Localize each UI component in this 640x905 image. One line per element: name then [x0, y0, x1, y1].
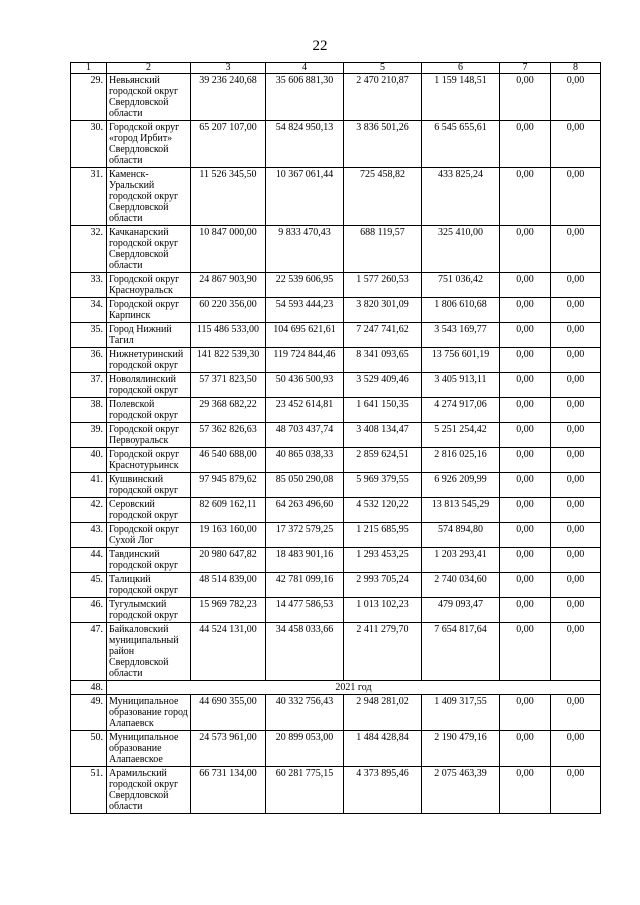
row-number: 43. [71, 523, 107, 548]
cell-col-4: 54 824 950,13 [266, 121, 344, 168]
cell-col-6: 7 654 817,64 [422, 623, 500, 681]
cell-col-5: 5 969 379,55 [344, 473, 422, 498]
cell-col-5: 3 836 501,26 [344, 121, 422, 168]
row-number: 46. [71, 598, 107, 623]
cell-col-5: 1 293 453,25 [344, 548, 422, 573]
column-header: 1 [71, 63, 107, 74]
table-row [71, 74, 601, 121]
cell-col-8: 0,00 [551, 523, 601, 548]
cell-col-5: 1 484 428,84 [344, 731, 422, 767]
column-header: 4 [266, 63, 344, 74]
cell-col-5: 2 470 210,87 [344, 74, 422, 121]
municipality-name: Кушвинский городской округ [107, 473, 191, 498]
cell-col-7: 0,00 [500, 498, 551, 523]
municipality-name: Качканарский городской округ Свердловской области [107, 226, 191, 273]
municipality-name: Городской округ Красноуральск [107, 273, 191, 298]
cell-col-7: 0,00 [500, 767, 551, 814]
cell-col-3: 57 371 823,50 [191, 373, 266, 398]
cell-col-7: 0,00 [500, 168, 551, 226]
row-number: 45. [71, 573, 107, 598]
cell-col-8: 0,00 [551, 273, 601, 298]
table-row [71, 168, 601, 226]
row-number: 32. [71, 226, 107, 273]
table-row [71, 767, 601, 814]
cell-col-4: 104 695 621,61 [266, 323, 344, 348]
cell-col-5: 1 641 150,35 [344, 398, 422, 423]
cell-col-5: 3 820 301,09 [344, 298, 422, 323]
cell-col-6: 2 075 463,39 [422, 767, 500, 814]
table-row [71, 121, 601, 168]
cell-col-5: 2 859 624,51 [344, 448, 422, 473]
cell-col-7: 0,00 [500, 623, 551, 681]
cell-col-3: 115 486 533,00 [191, 323, 266, 348]
municipality-name: Тавдинский городской округ [107, 548, 191, 573]
municipality-name: Невьянский городской округ Свердловской области [107, 74, 191, 121]
municipality-name: Арамильский городской округ Свердловской области [107, 767, 191, 814]
cell-col-3: 10 847 000,00 [191, 226, 266, 273]
cell-col-4: 42 781 099,16 [266, 573, 344, 598]
cell-col-8: 0,00 [551, 767, 601, 814]
municipality-name: Город Нижний Тагил [107, 323, 191, 348]
row-number: 30. [71, 121, 107, 168]
table-header-row [71, 63, 601, 74]
municipality-name: Каменск-Уральский городской округ Свердловской области [107, 168, 191, 226]
row-number: 38. [71, 398, 107, 423]
row-number: 35. [71, 323, 107, 348]
cell-col-3: 11 526 345,50 [191, 168, 266, 226]
table-row [71, 423, 601, 448]
cell-col-6: 13 756 601,19 [422, 348, 500, 373]
cell-col-3: 66 731 134,00 [191, 767, 266, 814]
cell-col-8: 0,00 [551, 298, 601, 323]
cell-col-8: 0,00 [551, 695, 601, 731]
cell-col-3: 57 362 826,63 [191, 423, 266, 448]
cell-col-3: 82 609 162,11 [191, 498, 266, 523]
municipality-name: Полевской городской округ [107, 398, 191, 423]
cell-col-7: 0,00 [500, 523, 551, 548]
cell-col-5: 3 529 409,46 [344, 373, 422, 398]
cell-col-8: 0,00 [551, 573, 601, 598]
cell-col-8: 0,00 [551, 423, 601, 448]
cell-col-6: 2 740 034,60 [422, 573, 500, 598]
row-number: 36. [71, 348, 107, 373]
cell-col-6: 3 543 169,77 [422, 323, 500, 348]
table-row [71, 448, 601, 473]
cell-col-7: 0,00 [500, 423, 551, 448]
cell-col-8: 0,00 [551, 473, 601, 498]
cell-col-3: 19 163 160,00 [191, 523, 266, 548]
table-row [71, 695, 601, 731]
cell-col-4: 48 703 437,74 [266, 423, 344, 448]
cell-col-5: 8 341 093,65 [344, 348, 422, 373]
cell-col-3: 29 368 682,22 [191, 398, 266, 423]
cell-col-8: 0,00 [551, 548, 601, 573]
cell-col-5: 2 948 281,02 [344, 695, 422, 731]
cell-col-6: 1 409 317,55 [422, 695, 500, 731]
cell-col-6: 2 816 025,16 [422, 448, 500, 473]
table-row [71, 623, 601, 681]
cell-col-4: 119 724 844,46 [266, 348, 344, 373]
cell-col-6: 433 825,24 [422, 168, 500, 226]
cell-col-7: 0,00 [500, 323, 551, 348]
cell-col-4: 14 477 586,53 [266, 598, 344, 623]
cell-col-6: 1 806 610,68 [422, 298, 500, 323]
table-row [71, 573, 601, 598]
row-number: 47. [71, 623, 107, 681]
cell-col-7: 0,00 [500, 473, 551, 498]
row-number: 50. [71, 731, 107, 767]
cell-col-6: 1 159 148,51 [422, 74, 500, 121]
cell-col-5: 2 993 705,24 [344, 573, 422, 598]
cell-col-4: 50 436 500,93 [266, 373, 344, 398]
cell-col-3: 44 690 355,00 [191, 695, 266, 731]
cell-col-8: 0,00 [551, 226, 601, 273]
cell-col-3: 141 822 539,30 [191, 348, 266, 373]
cell-col-5: 3 408 134,47 [344, 423, 422, 448]
cell-col-5: 725 458,82 [344, 168, 422, 226]
cell-col-8: 0,00 [551, 323, 601, 348]
municipality-name: Городской округ «город Ирбит» Свердловской области [107, 121, 191, 168]
cell-col-4: 40 332 756,43 [266, 695, 344, 731]
municipality-name: Серовский городской округ [107, 498, 191, 523]
cell-col-8: 0,00 [551, 168, 601, 226]
cell-col-3: 24 867 903,90 [191, 273, 266, 298]
cell-col-4: 60 281 775,15 [266, 767, 344, 814]
row-number: 29. [71, 74, 107, 121]
cell-col-3: 39 236 240,68 [191, 74, 266, 121]
cell-col-6: 6 926 209,99 [422, 473, 500, 498]
cell-col-8: 0,00 [551, 348, 601, 373]
row-number: 42. [71, 498, 107, 523]
cell-col-8: 0,00 [551, 623, 601, 681]
cell-col-7: 0,00 [500, 226, 551, 273]
table-row [71, 373, 601, 398]
municipality-name: Талицкий городской округ [107, 573, 191, 598]
cell-col-6: 13 813 545,29 [422, 498, 500, 523]
municipality-name: Муниципальное образование Алапаевское [107, 731, 191, 767]
cell-col-5: 7 247 741,62 [344, 323, 422, 348]
municipality-name: Городской округ Карпинск [107, 298, 191, 323]
cell-col-7: 0,00 [500, 398, 551, 423]
cell-col-6: 1 203 293,41 [422, 548, 500, 573]
cell-col-6: 4 274 917,06 [422, 398, 500, 423]
data-table [70, 62, 601, 814]
municipality-name: Городской округ Сухой Лог [107, 523, 191, 548]
row-number: 40. [71, 448, 107, 473]
cell-col-4: 10 367 061,44 [266, 168, 344, 226]
cell-col-6: 3 405 913,11 [422, 373, 500, 398]
municipality-name: Тугулымский городской округ [107, 598, 191, 623]
column-header: 3 [191, 63, 266, 74]
cell-col-3: 60 220 356,00 [191, 298, 266, 323]
table-row [71, 473, 601, 498]
cell-col-5: 1 577 260,53 [344, 273, 422, 298]
cell-col-8: 0,00 [551, 598, 601, 623]
cell-col-3: 20 980 647,82 [191, 548, 266, 573]
table-row [71, 348, 601, 373]
table-row [71, 523, 601, 548]
municipality-name: Нижнетуринский городской округ [107, 348, 191, 373]
cell-col-4: 35 606 881,30 [266, 74, 344, 121]
cell-col-7: 0,00 [500, 348, 551, 373]
year-label: 2021 год [107, 681, 601, 695]
cell-col-6: 5 251 254,42 [422, 423, 500, 448]
cell-col-5: 1 013 102,23 [344, 598, 422, 623]
cell-col-7: 0,00 [500, 373, 551, 398]
cell-col-6: 574 894,80 [422, 523, 500, 548]
cell-col-7: 0,00 [500, 695, 551, 731]
cell-col-5: 4 373 895,46 [344, 767, 422, 814]
cell-col-3: 48 514 839,00 [191, 573, 266, 598]
cell-col-8: 0,00 [551, 373, 601, 398]
cell-col-7: 0,00 [500, 74, 551, 121]
cell-col-7: 0,00 [500, 448, 551, 473]
table-row [71, 498, 601, 523]
row-number: 51. [71, 767, 107, 814]
cell-col-8: 0,00 [551, 731, 601, 767]
table-row [71, 273, 601, 298]
column-header: 5 [344, 63, 422, 74]
row-number: 34. [71, 298, 107, 323]
municipality-name: Городской округ Краснотурьинск [107, 448, 191, 473]
cell-col-4: 54 593 444,23 [266, 298, 344, 323]
column-header: 8 [551, 63, 601, 74]
cell-col-4: 20 899 053,00 [266, 731, 344, 767]
cell-col-6: 6 545 655,61 [422, 121, 500, 168]
cell-col-4: 34 458 033,66 [266, 623, 344, 681]
cell-col-3: 65 207 107,00 [191, 121, 266, 168]
cell-col-7: 0,00 [500, 598, 551, 623]
cell-col-3: 97 945 879,62 [191, 473, 266, 498]
cell-col-8: 0,00 [551, 498, 601, 523]
cell-col-4: 18 483 901,16 [266, 548, 344, 573]
cell-col-3: 15 969 782,23 [191, 598, 266, 623]
cell-col-6: 479 093,47 [422, 598, 500, 623]
cell-col-5: 2 411 279,70 [344, 623, 422, 681]
cell-col-7: 0,00 [500, 548, 551, 573]
cell-col-6: 751 036,42 [422, 273, 500, 298]
municipality-name: Муниципальное образование город Алапаевск [107, 695, 191, 731]
municipality-name: Байкаловский муниципальный район Свердловской области [107, 623, 191, 681]
table-row [71, 548, 601, 573]
cell-col-7: 0,00 [500, 298, 551, 323]
column-header: 2 [107, 63, 191, 74]
cell-col-4: 40 865 038,33 [266, 448, 344, 473]
cell-col-4: 22 539 606,95 [266, 273, 344, 298]
cell-col-4: 64 263 496,60 [266, 498, 344, 523]
row-number: 41. [71, 473, 107, 498]
page-number: 22 [312, 38, 328, 54]
cell-col-6: 2 190 479,16 [422, 731, 500, 767]
table-row [71, 731, 601, 767]
row-number: 39. [71, 423, 107, 448]
cell-col-4: 23 452 614,81 [266, 398, 344, 423]
row-number: 44. [71, 548, 107, 573]
cell-col-7: 0,00 [500, 121, 551, 168]
cell-col-5: 688 119,57 [344, 226, 422, 273]
table-row [71, 323, 601, 348]
cell-col-7: 0,00 [500, 273, 551, 298]
row-number: 33. [71, 273, 107, 298]
year-separator-row [71, 681, 601, 695]
row-number: 49. [71, 695, 107, 731]
column-header: 7 [500, 63, 551, 74]
cell-col-7: 0,00 [500, 731, 551, 767]
cell-col-4: 9 833 470,43 [266, 226, 344, 273]
municipality-name: Новолялинский городской округ [107, 373, 191, 398]
row-number: 48. [71, 681, 107, 695]
cell-col-8: 0,00 [551, 74, 601, 121]
cell-col-6: 325 410,00 [422, 226, 500, 273]
row-number: 37. [71, 373, 107, 398]
column-header: 6 [422, 63, 500, 74]
table-row [71, 398, 601, 423]
cell-col-8: 0,00 [551, 121, 601, 168]
table-row [71, 598, 601, 623]
cell-col-7: 0,00 [500, 573, 551, 598]
table-row [71, 226, 601, 273]
cell-col-3: 24 573 961,00 [191, 731, 266, 767]
cell-col-3: 46 540 688,00 [191, 448, 266, 473]
cell-col-5: 1 215 685,95 [344, 523, 422, 548]
table-row [71, 298, 601, 323]
cell-col-8: 0,00 [551, 398, 601, 423]
cell-col-8: 0,00 [551, 448, 601, 473]
cell-col-3: 44 524 131,00 [191, 623, 266, 681]
municipality-name: Городской округ Первоуральск [107, 423, 191, 448]
cell-col-5: 4 532 120,22 [344, 498, 422, 523]
cell-col-4: 17 372 579,25 [266, 523, 344, 548]
row-number: 31. [71, 168, 107, 226]
cell-col-4: 85 050 290,08 [266, 473, 344, 498]
